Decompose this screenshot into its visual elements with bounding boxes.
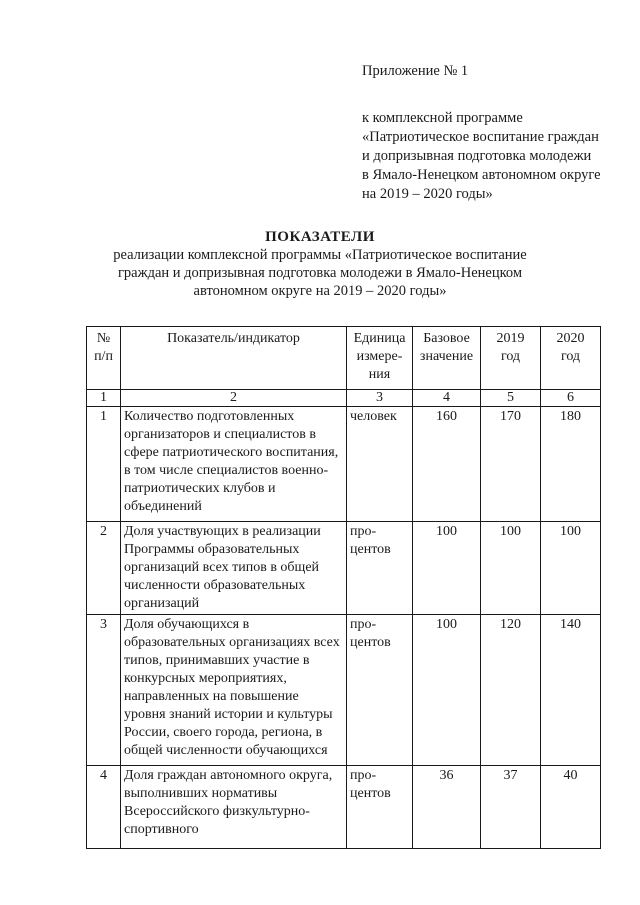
row-unit: про- центов — [347, 522, 413, 615]
row-num: 4 — [87, 766, 121, 849]
table-row — [87, 615, 601, 766]
column-number: 1 — [87, 390, 121, 407]
row-base-value: 160 — [413, 407, 481, 522]
document-subtitle-line: граждан и допризывная подготовка молодежи в Ямало-Ненецком — [117, 265, 523, 281]
row-value-2020: 140 — [541, 615, 601, 766]
table-row — [87, 407, 601, 522]
appendix-block — [362, 62, 632, 204]
row-base-value: 100 — [413, 615, 481, 766]
appendix-line: в Ямало-Ненецком автономном округе — [362, 167, 601, 183]
row-unit: про- центов — [347, 766, 413, 849]
table-row — [87, 522, 601, 615]
row-value-2019: 120 — [481, 615, 541, 766]
column-number: 2 — [121, 390, 347, 407]
header-2019: 2019 год — [481, 327, 541, 390]
header-num: № п/п — [87, 327, 121, 390]
table-header-row — [87, 327, 601, 390]
row-value-2020: 180 — [541, 407, 601, 522]
document-subtitle-line: автономном округе на 2019 – 2020 годы» — [193, 283, 447, 299]
row-num: 1 — [87, 407, 121, 522]
header-name: Показатель/индикатор — [121, 327, 347, 390]
row-value-2019: 37 — [481, 766, 541, 849]
column-number: 4 — [413, 390, 481, 407]
row-indicator-name: Количество подготовленных организаторов и специалистов в сфере патриотического воспитания, в том числе специалистов военно-патриотических клубов и объединений — [121, 407, 347, 522]
row-num: 3 — [87, 615, 121, 766]
document-subtitle-line: реализации комплексной программы «Патриотическое воспитание — [113, 247, 527, 263]
row-unit: человек — [347, 407, 413, 522]
row-base-value: 36 — [413, 766, 481, 849]
row-value-2020: 100 — [541, 522, 601, 615]
row-value-2019: 100 — [481, 522, 541, 615]
document-heading — [100, 228, 540, 300]
appendix-line: «Патриотическое воспитание граждан — [362, 129, 599, 145]
row-indicator-name: Доля обучающихся в образовательных организациях всех типов, принимавших участие в конкурсных мероприятиях, направленных на повышение уровня знаний истории и культуры России, своего города, региона, в общей численности обучающихся — [121, 615, 347, 766]
column-numbers-row — [87, 390, 601, 407]
row-value-2020: 40 — [541, 766, 601, 849]
row-unit: про- центов — [347, 615, 413, 766]
header-2020: 2020 год — [541, 327, 601, 390]
appendix-line: на 2019 – 2020 годы» — [362, 186, 493, 202]
header-base: Базовое значение — [413, 327, 481, 390]
row-indicator-name: Доля участвующих в реализации Программы образовательных организаций всех типов в общей численности образовательных организаций — [121, 522, 347, 615]
header-unit: Единица измере- ния — [347, 327, 413, 390]
row-indicator-name: Доля граждан автономного округа, выполнивших нормативы Всероссийского физкультурно-спортивного — [121, 766, 347, 849]
table-row — [87, 766, 601, 849]
column-number: 5 — [481, 390, 541, 407]
row-base-value: 100 — [413, 522, 481, 615]
column-number: 6 — [541, 390, 601, 407]
appendix-title: Приложение № 1 — [362, 63, 469, 79]
document-title: ПОКАЗАТЕЛИ — [265, 229, 375, 245]
appendix-line: и допризывная подготовка молодежи — [362, 148, 592, 164]
appendix-line: к комплексной программе — [362, 110, 523, 126]
row-num: 2 — [87, 522, 121, 615]
column-number: 3 — [347, 390, 413, 407]
row-value-2019: 170 — [481, 407, 541, 522]
indicators-table — [86, 326, 601, 849]
